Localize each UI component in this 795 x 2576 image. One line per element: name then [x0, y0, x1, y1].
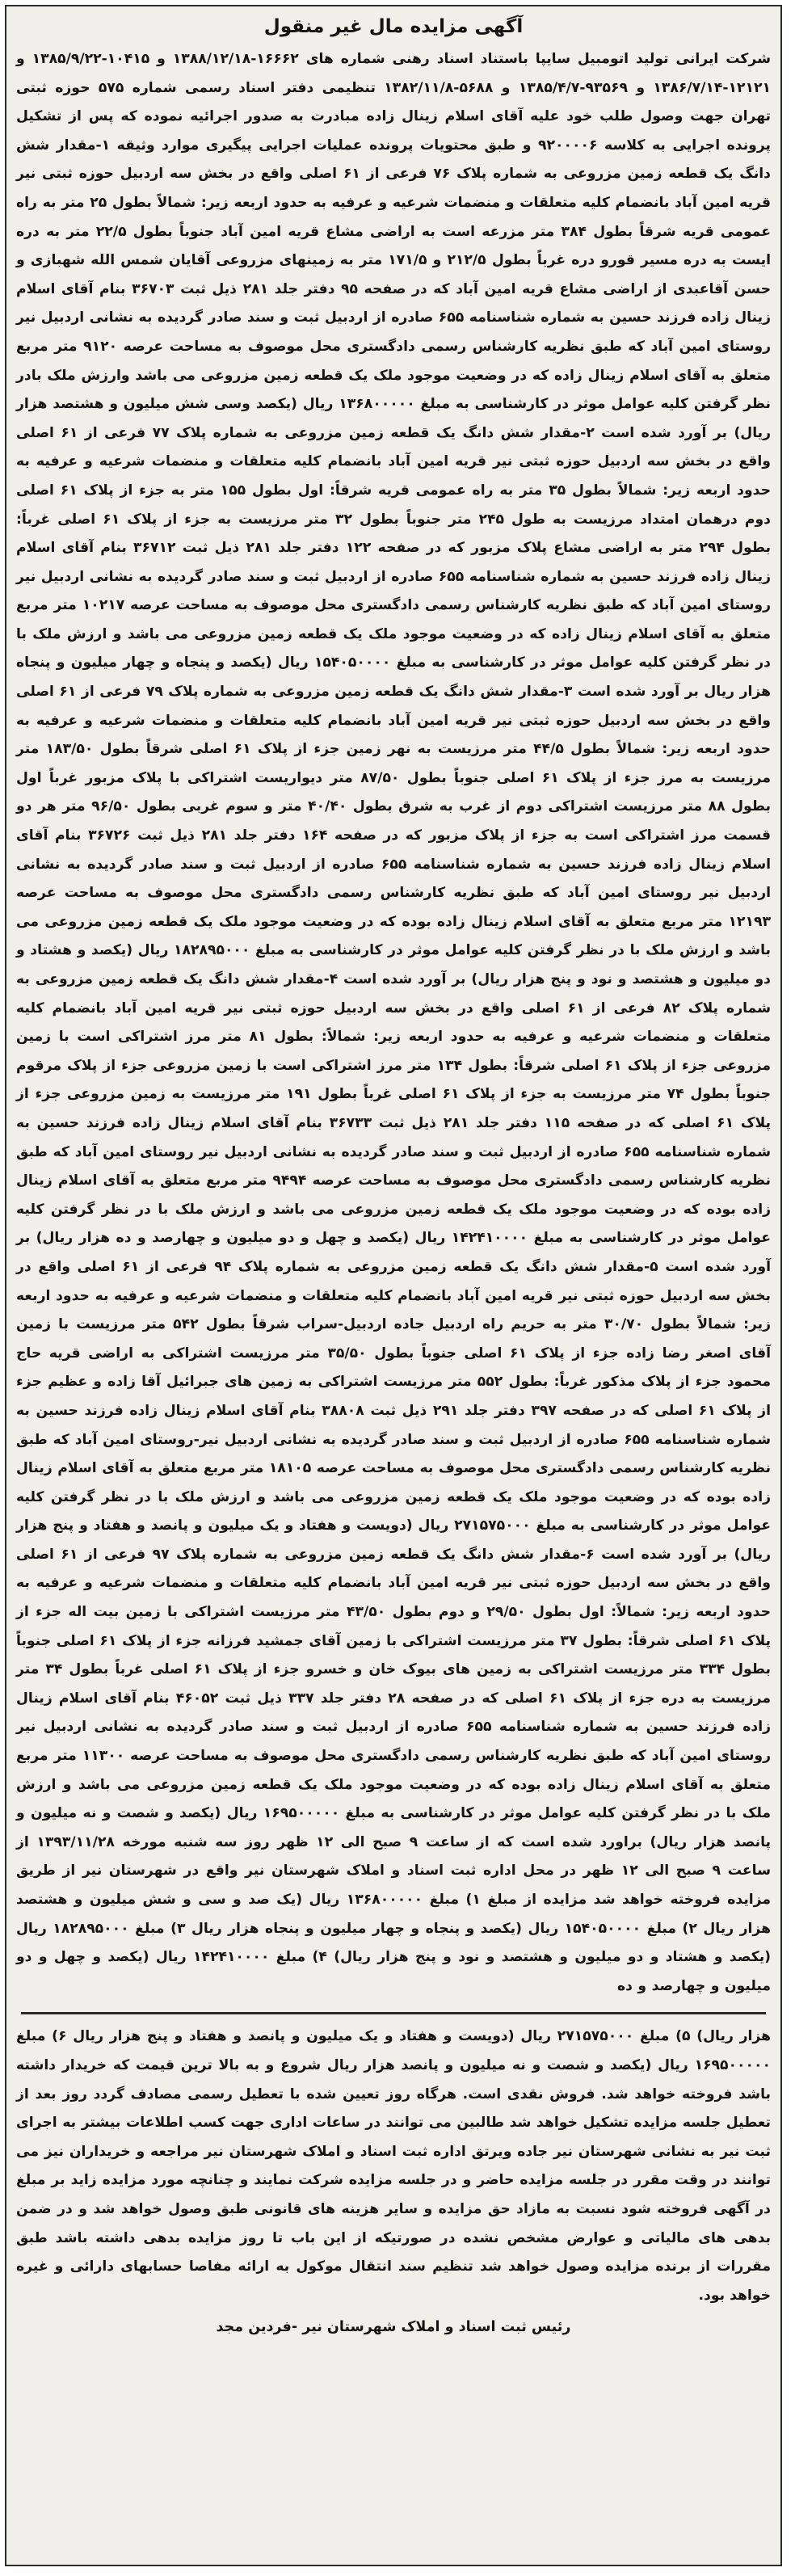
- newspaper-notice: [5, 5, 782, 2566]
- signature-line: رئیس ثبت اسناد و املاک شهرستان نیر -فردین مجد: [216, 2319, 571, 2336]
- auction-terms: هزار ریال) ۵) مبلغ ۲۷۱۵۷۵۰۰۰ ریال (دویست و هفتاد و یک میلیون و پانصد و هفتاد و پنج هزار ریال ۶) مبلغ ۱۶۹۵۰۰۰۰۰ ریال (یکصد و شصت و نه میلیون و پانصد هزار ریال شروع و به بالا ترین قیمت که خریدار داشته باشد فروخته خواهد شد. فروش نقدی است. هرگاه روز تعیین شده با تعطیل رسمی مصادف گردد روز بعد از تعطیل جلسه مزایده تشکیل خواهد شد طالبین می توانند در ساعات اداری جهت کسب اطلاعات بیشتر به اجرای ثبت نیر به نشانی شهرستان نیر جاده ویرتق اداره ثبت اسناد و املاک شهرستان نیر مراجعه و خریداران نیز می توانند در وقت مقرر در جلسه مزایده حاضر و در جلسه مزایده شرکت نمایند و چنانچه مورد مزایده زاید بر مبلغ در آگهی فروخته شود نسبت به مازاد حق مزایده و سایر هزینه های قانونی طبق وصول خواهد شد و در ضمن بدهی های مالیاتی و عوارض مشخص نشده در صورتیکه از این باب تا روز مزایده بدهی داشته باشد طبق مقررات از برنده مزایده وصول خواهد شد تنظیم سند انتقال موکول به ارائه مفاصا حسابهای دارائی و غیره خواهد بود.: [16, 2028, 771, 2304]
- notice-body: شرکت ایرانی تولید اتومبیل سایپا باستناد اسناد رهنی شماره های ۱۶۶۶۲-۱۳۸۸/۱۲/۱۸ و ۱۰۴۱۵-۱۳۸۵/۹/۲۲ و ۱۲۱۲۱-۱۳۸۶/۷/۱۴ و ۹۳۵۶۹-۱۳۸۵/۴/۷ و ۵۶۸۸-۱۳۸۲/۱۱/۸ تنظیمی دفتر اسناد رسمی شماره ۵۷۵ حوزه ثبتی تهران جهت وصول طلب خود علیه آقای اسلام زینال زاده مبادرت به صدور اجرائیه نموده که پس از تشکیل پرونده اجرایی به کلاسه ۹۲۰۰۰۰۶ و طبق محتویات پرونده عملیات اجرایی پیگیری موارد وثیقه ۱-مقدار شش دانگ یک قطعه زمین مزروعی به شماره پلاک ۷۶ فرعی از ۶۱ اصلی واقع در بخش سه اردبیل حوزه ثبتی نیر قریه امین آباد بانضمام کلیه متعلقات و منضمات شرعیه و عرفیه به حدود اربعه زیر: شمالاً بطول ۲۵ متر به راه عمومی قریه شرقاً بطول ۳۸۴ متر مزرعه است به اراضی مشاع قریه امین آباد جنوباً بطول ۲۲/۵ متر به دره ایست به دره مسیر قورو دره غرباً بطول ۲۱۲/۵ و ۱۷۱/۵ متر به زمینهای مزروعی آقایان شمس الله شهبازی و حسن آقاعبدی از اراضی مشاع قریه امین آباد که در صفحه ۹۵ دفتر جلد ۲۸۱ ذیل ثبت ۳۶۷۰۳ بنام آقای اسلام زینال زاده فرزند حسین به شماره شناسنامه ۶۵۵ صادره از اردبیل ثبت و سند صادر گردیده به نشانی اردبیل نیر روستای امین آباد که طبق نظریه کارشناس رسمی دادگستری محل موصوف به مساحت عرصه ۹۱۲۰ متر مربع متعلق به آقای اسلام زینال زاده که در وضعیت موجود ملک یک قطعه زمین مزروعی می باشد وارزش ملک بادر نظر گرفتن کلیه عوامل موثر در کارشناسی به مبلغ ۱۳۶۸۰۰۰۰۰ ریال (یکصد وسی شش میلیون و هشتصد هزار ریال) بر آورد شده است ۲-مقدار شش دانگ یک قطعه زمین مزروعی به شماره پلاک ۷۷ فرعی از ۶۱ اصلی واقع در بخش سه اردبیل حوزه ثبتی نیر قریه امین آباد بانضمام کلیه متعلقات و منضمات شرعیه و عرفیه به حدود اربعه زیر: شمالاً بطول ۳۵ متر به راه عمومی قریه شرقاً: اول بطول ۱۵۵ متر به جزء از پلاک ۶۱ اصلی دوم درهمان امتداد مرزیست به طول ۲۴۵ متر جنوباً بطول ۳۲ متر مرزیست به جزء از پلاک ۶۱ اصلی غرباً: بطول ۲۹۴ متر به اراضی مشاع پلاک مزبور که در صفحه ۱۲۲ دفتر جلد ۲۸۱ ذیل ثبت ۳۶۷۱۲ بنام آقای اسلام زینال زاده فرزند حسین به شماره شناسنامه ۶۵۵ صادره از اردبیل ثبت و سند صادر گردیده به نشانی اردبیل نیر روستای امین آباد که طبق نظریه کارشناس رسمی دادگستری محل موصوف به مساحت عرصه ۱۰۲۱۷ متر مربع متعلق به آقای اسلام زینال زاده که در وضعیت موجود ملک یک قطعه زمین مزروعی می باشد و ارزش ملک با در نظر گرفتن کلیه عوامل موثر در کارشناسی به مبلغ ۱۵۴۰۵۰۰۰۰ ریال (یکصد و پنجاه و چهار میلیون و پنجاه هزار ریال بر آورد شده است ۳-مقدار شش دانگ یک قطعه زمین مزروعی به شماره پلاک ۷۹ فرعی از ۶۱ اصلی واقع در بخش سه اردبیل حوزه ثبتی نیر قریه امین آباد بانضمام کلیه متعلقات و منضمات شرعیه و عرفیه به حدود اربعه زیر: شمالاً بطول ۴۴/۵ متر مرزیست به نهر زمین جزء از پلاک ۶۱ اصلی شرقاً بطول ۱۸۳/۵۰ متر مرزیست به مرز جزء از پلاک ۶۱ اصلی جنوباً بطول ۸۷/۵۰ متر دیواریست اشتراکی با پلاک مزبور غرباً اول بطول ۸۸ متر مرزیست اشتراکی دوم از غرب به شرق بطول ۴۰/۴۰ متر و سوم غربی بطول ۹۶/۵۰ متر هر دو قسمت مرز اشتراکی است به جزء از پلاک مزبور که در صفحه ۱۶۴ دفتر جلد ۲۸۱ ذیل ثبت ۳۶۷۲۶ بنام آقای اسلام زینال زاده فرزند حسین به شماره شناسنامه ۶۵۵ صادره از اردبیل ثبت و سند صادر گردیده به نشانی اردبیل نیر روستای امین آباد که طبق نظریه کارشناس رسمی دادگستری محل موصوف به مساحت عرصه ۱۲۱۹۳ متر مربع متعلق به آقای اسلام زینال زاده بوده که در وضعیت موجود ملک یک قطعه زمین مزروعی می باشد و ارزش ملک با در نظر گرفتن کلیه عوامل موثر در کارشناسی به مبلغ ۱۸۲۸۹۵۰۰۰ ریال (یکصد و هشتاد و دو میلیون و هشتصد و نود و پنج هزار ریال) بر آورد شده است ۴-مقدار شش دانگ یک قطعه زمین مزروعی به شماره پلاک ۸۲ فرعی از ۶۱ اصلی واقع در بخش سه اردبیل حوزه ثبتی نیر قریه امین آباد بانضمام کلیه متعلقات و منضمات شرعیه و عرفیه به حدود اربعه زیر: شمالاً: بطول ۸۱ متر مرز اشتراکی است با زمین مزروعی جزء از پلاک ۶۱ اصلی شرقاً: بطول ۱۳۴ متر مرز اشتراکی است با زمین مزروعی جزء از پلاک مرقوم جنوباً بطول ۷۴ متر مرزیست به جزء از پلاک ۶۱ اصلی غرباً بطول ۱۹۱ متر مرزیست به زمین مزروعی جزء از پلاک ۶۱ اصلی که در صفحه ۱۱۵ دفتر جلد ۲۸۱ ذیل ثبت ۳۶۷۳۳ بنام آقای اسلام زینال زاده فرزند حسین به شماره شناسنامه ۶۵۵ صادره از اردبیل ثبت و سند صادر گردیده به نشانی اردبیل نیر روستای امین آباد که طبق نظریه کارشناس رسمی دادگستری محل موصوف به مساحت عرصه ۹۴۹۴ متر مربع متعلق به آقای اسلام زینال زاده بوده که در وضعیت موجود ملک یک قطعه زمین مزروعی می باشد و ارزش ملک با در نظر گرفتن کلیه عوامل موثر در کارشناسی به مبلغ ۱۴۲۴۱۰۰۰۰ ریال (یکصد و چهل و دو میلیون و چهارصد و ده هزار ریال) بر آورد شده است ۵-مقدار شش دانگ یک قطعه زمین مزروعی به شماره پلاک ۹۴ فرعی از ۶۱ اصلی واقع در بخش سه اردبیل حوزه ثبتی نیر قریه امین آباد بانضمام کلیه متعلقات و منضمات شرعیه و عرفیه به حدود اربعه زیر: شمالاً بطول ۳۰/۷۰ متر به حریم راه اردبیل جاده اردبیل-سراب شرقاً بطول ۵۴۲ متر مرزیست با زمین آقای اصغر رضا زاده جزء از پلاک ۶۱ اصلی جنوباً بطول ۳۵/۵۰ متر مرزیست اشتراکی به اراضی قریه حاج محمود جزء از پلاک مذکور غرباً: بطول ۵۵۲ متر مرزیست اشتراکی به زمین های جبرائیل آقا زاده و عظیم جزء از پلاک ۶۱ اصلی که در صفحه ۳۹۷ دفتر جلد ۲۹۱ ذیل ثبت ۳۸۸۰۸ بنام آقای اسلام زینال زاده فرزند حسین به شماره شناسنامه ۶۵۵ صادره از اردبیل ثبت و سند صادر گردیده به نشانی اردبیل نیر-روستای امین آباد که طبق نظریه کارشناس رسمی دادگستری محل موصوف به مساحت عرصه ۱۸۱۰۵ متر مربع متعلق به آقای اسلام زینال زاده بوده که در وضعیت موجود ملک یک قطعه زمین مزروعی می باشد و ارزش ملک با در نظر گرفتن کلیه عوامل موثر در کارشناسی به مبلغ ۲۷۱۵۷۵۰۰۰ ریال (دویست و هفتاد و یک میلیون و پانصد و هفتاد و پنج هزار ریال) بر آورد شده است ۶-مقدار شش دانگ یک قطعه زمین مزروعی به شماره پلاک ۹۷ فرعی از ۶۱ اصلی واقع در بخش سه اردبیل حوزه ثبتی نیر قریه امین آباد بانضمام کلیه متعلقات و منضمات شرعیه و عرفیه به حدود اربعه زیر: شمالاً: اول بطول ۲۹/۵۰ و دوم بطول ۴۳/۵۰ متر مرزیست اشتراکی با زمین بیت اله جزء از پلاک ۶۱ اصلی شرقاً: بطول ۳۷ متر مرزیست اشتراکی با زمین آقای جمشید فرزانه جزء از پلاک ۶۱ اصلی جنوباً بطول ۳۳۴ متر مرزیست اشتراکی به زمین های بیوک خان و خسرو جزء از پلاک ۶۱ اصلی غرباً بطول ۳۴ متر مرزیست به دره جزء از پلاک ۶۱ اصلی که در صفحه ۲۸ دفتر جلد ۳۳۷ ذیل ثبت ۴۶۰۵۲ بنام آقای اسلام زینال زاده فرزند حسین به شماره شناسنامه ۶۵۵ صادره از اردبیل ثبت و سند صادر گردیده به نشانی اردبیل نیر روستای امین آباد که طبق نظریه کارشناس رسمی دادگستری محل موصوف به مساحت عرصه ۱۱۳۰۰ متر مربع متعلق به آقای اسلام زینال زاده بوده که در وضعیت موجود ملک یک قطعه زمین مزروعی می باشد و ارزش ملک با در نظر گرفتن کلیه عوامل موثر در کارشناسی به مبلغ ۱۶۹۵۰۰۰۰۰ ریال (یکصد و شصت و نه میلیون و پانصد هزار ریال) براورد شده است که از ساعت ۹ صبح الی ۱۲ ظهر روز سه شنبه مورخه ۱۳۹۳/۱۱/۲۸ از ساعت ۹ صبح الی ۱۲ ظهر در محل اداره ثبت اسناد و املاک شهرستان نیر واقع در شهرستان نیر از طریق مزایده فروخته خواهد شد مزایده از مبلغ ۱) مبلغ ۱۳۶۸۰۰۰۰۰ ریال (یک صد و سی و شش میلیون و هشتصد هزار ریال ۲) مبلغ ۱۵۴۰۵۰۰۰۰ ریال (یکصد و پنجاه و چهار میلیون و پنجاه هزار ریال ۳) مبلغ ۱۸۲۸۹۵۰۰۰ ریال (یکصد و هشتاد و دو میلیون و هشتصد و نود و پنج هزار ریال) ۴) مبلغ ۱۴۲۴۱۰۰۰۰ ریال (یکصد و چهل و دو میلیون و چهارصد و ده: [16, 51, 772, 1994]
- notice-title: آگهی مزایده مال غیر منقول: [263, 16, 524, 37]
- section-divider: [21, 2012, 766, 2014]
- notice-content: [16, 15, 771, 2557]
